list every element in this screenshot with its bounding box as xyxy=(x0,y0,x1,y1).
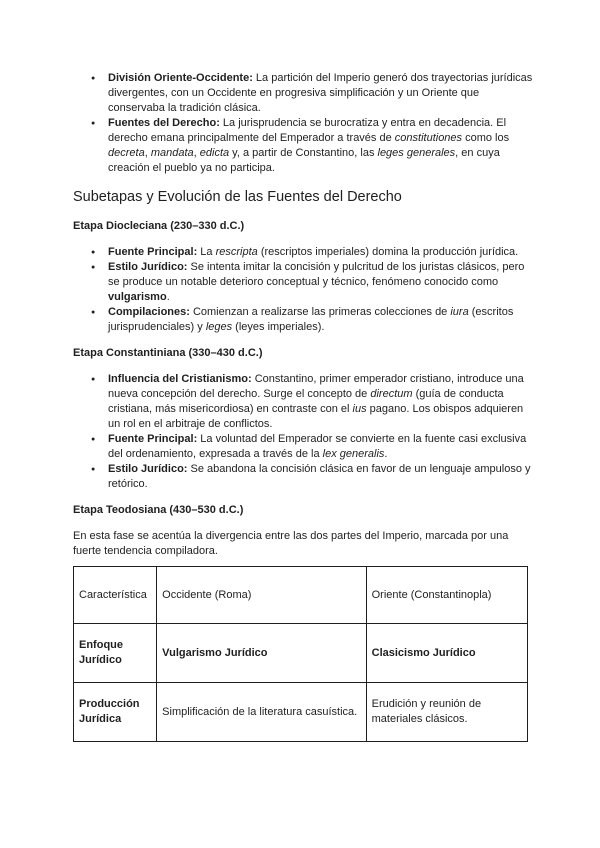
stage3-intro: En esta fase se acentúa la divergencia entre las dos partes del Imperio, marcada por una fuerte tendencia compiladora. xyxy=(73,530,509,557)
table-cell: Simplificación de la literatura casuística. xyxy=(157,683,366,742)
bullet-heading: Estilo Jurídico: xyxy=(108,463,188,475)
bullet-heading: Influencia del Cristianismo: xyxy=(108,373,252,385)
bullet-text: La partición del Imperio generó dos trayectorias jurídicas divergentes, con un Occidente en progresiva simplificación y un Oriente que conservaba la tradición clásica. xyxy=(108,72,533,114)
stage-title: Etapa Constantiniana (330–430 d.C.) xyxy=(73,347,263,359)
table-header-cell: Característica xyxy=(74,567,157,624)
bullet-text: Constantino, primer emperador cristiano, introduce una nueva concepción del derecho. Surge el concepto de xyxy=(108,373,524,400)
italic-term: constitutiones xyxy=(394,132,463,144)
bullet-text: La jurisprudencia se burocratiza y entra en decadencia. El derecho emana principalmente del Emperador a través de xyxy=(108,117,507,144)
bullet-text: (leyes imperiales). xyxy=(232,321,325,333)
bullet-text: Se abandona la concisión clásica en favor de un lenguaje ampuloso y retórico. xyxy=(108,463,531,490)
italic-term: iura xyxy=(450,306,469,318)
list-item xyxy=(73,432,533,462)
table-row xyxy=(74,624,528,683)
table-cell: Enfoque Jurídico xyxy=(74,624,157,683)
bullet-heading: Fuente Principal: xyxy=(108,246,198,258)
table-row xyxy=(74,567,528,624)
bullet-text: , en cuya creación el pueblo ya no participa. xyxy=(108,147,500,174)
list-item xyxy=(73,305,533,335)
table-cell: Vulgarismo Jurídico xyxy=(157,624,366,683)
list-item xyxy=(73,372,533,432)
stage1-list xyxy=(73,245,533,335)
bullet-text: Comienzan a realizarse las primeras colecciones de xyxy=(189,306,451,318)
table-cell: Clasicismo Jurídico xyxy=(366,624,527,683)
italic-term: mandata xyxy=(150,147,194,159)
bullet-text: (rescriptos imperiales) domina la producción jurídica. xyxy=(257,246,519,258)
list-item xyxy=(73,260,533,305)
bullet-heading: División Oriente-Occidente: xyxy=(108,72,253,84)
list-item xyxy=(73,71,533,116)
section-title: Subetapas y Evolución de las Fuentes del Derecho xyxy=(73,189,402,205)
stage-title: Etapa Diocleciana (230–330 d.C.) xyxy=(73,220,245,232)
bullet-heading: Fuente Principal: xyxy=(108,433,198,445)
table-cell: Producción Jurídica xyxy=(74,683,157,742)
bullet-text: y, a partir de Constantino, las xyxy=(229,147,378,159)
bullet-text: . xyxy=(384,448,388,460)
list-item xyxy=(73,116,533,176)
italic-term: leges generales xyxy=(377,147,456,159)
table-cell: Erudición y reunión de materiales clásicos. xyxy=(366,683,527,742)
bullet-text: , xyxy=(144,147,151,159)
bold-term: vulgarismo xyxy=(108,291,167,303)
table-header-cell: Occidente (Roma) xyxy=(157,567,366,624)
list-item xyxy=(73,245,533,260)
bullet-heading: Compilaciones: xyxy=(108,306,190,318)
table-header-cell: Oriente (Constantinopla) xyxy=(366,567,527,624)
italic-term: lex generalis xyxy=(322,448,385,460)
italic-term: directum xyxy=(370,388,413,400)
bullet-text: como los xyxy=(462,132,510,144)
bullet-text: La xyxy=(197,246,216,258)
italic-term: leges xyxy=(205,321,233,333)
intro-list xyxy=(73,71,533,176)
bullet-heading: Estilo Jurídico: xyxy=(108,261,188,273)
bullet-text: . xyxy=(166,291,170,303)
stage2-list xyxy=(73,372,533,492)
italic-term: edicta xyxy=(199,147,230,159)
stage-title: Etapa Teodosiana (430–530 d.C.) xyxy=(73,504,244,516)
comparison-table xyxy=(73,566,528,742)
bullet-text: Se intenta imitar la concisión y pulcritud de los juristas clásicos, pero se produce un notable deterioro conceptual y técnico, fenómeno conocido como xyxy=(108,261,525,288)
list-item xyxy=(73,462,533,492)
italic-term: ius xyxy=(352,403,367,415)
bullet-text: (escritos jurisprudenciales) y xyxy=(108,306,514,333)
bullet-text: (guía de conducta cristiana, más misericordiosa) en contraste con el xyxy=(108,388,504,415)
italic-term: decreta xyxy=(108,147,145,159)
italic-term: rescripta xyxy=(215,246,258,258)
table-row xyxy=(74,683,528,742)
bullet-heading: Fuentes del Derecho: xyxy=(108,117,220,129)
bullet-text: pagano. Los obispos adquieren un rol en el arbitraje de conflictos. xyxy=(108,403,524,430)
bullet-text: La voluntad del Emperador se convierte en la fuente casi exclusiva del ordenamiento, expresada a través de la xyxy=(108,433,527,460)
bullet-text: , xyxy=(193,147,200,159)
